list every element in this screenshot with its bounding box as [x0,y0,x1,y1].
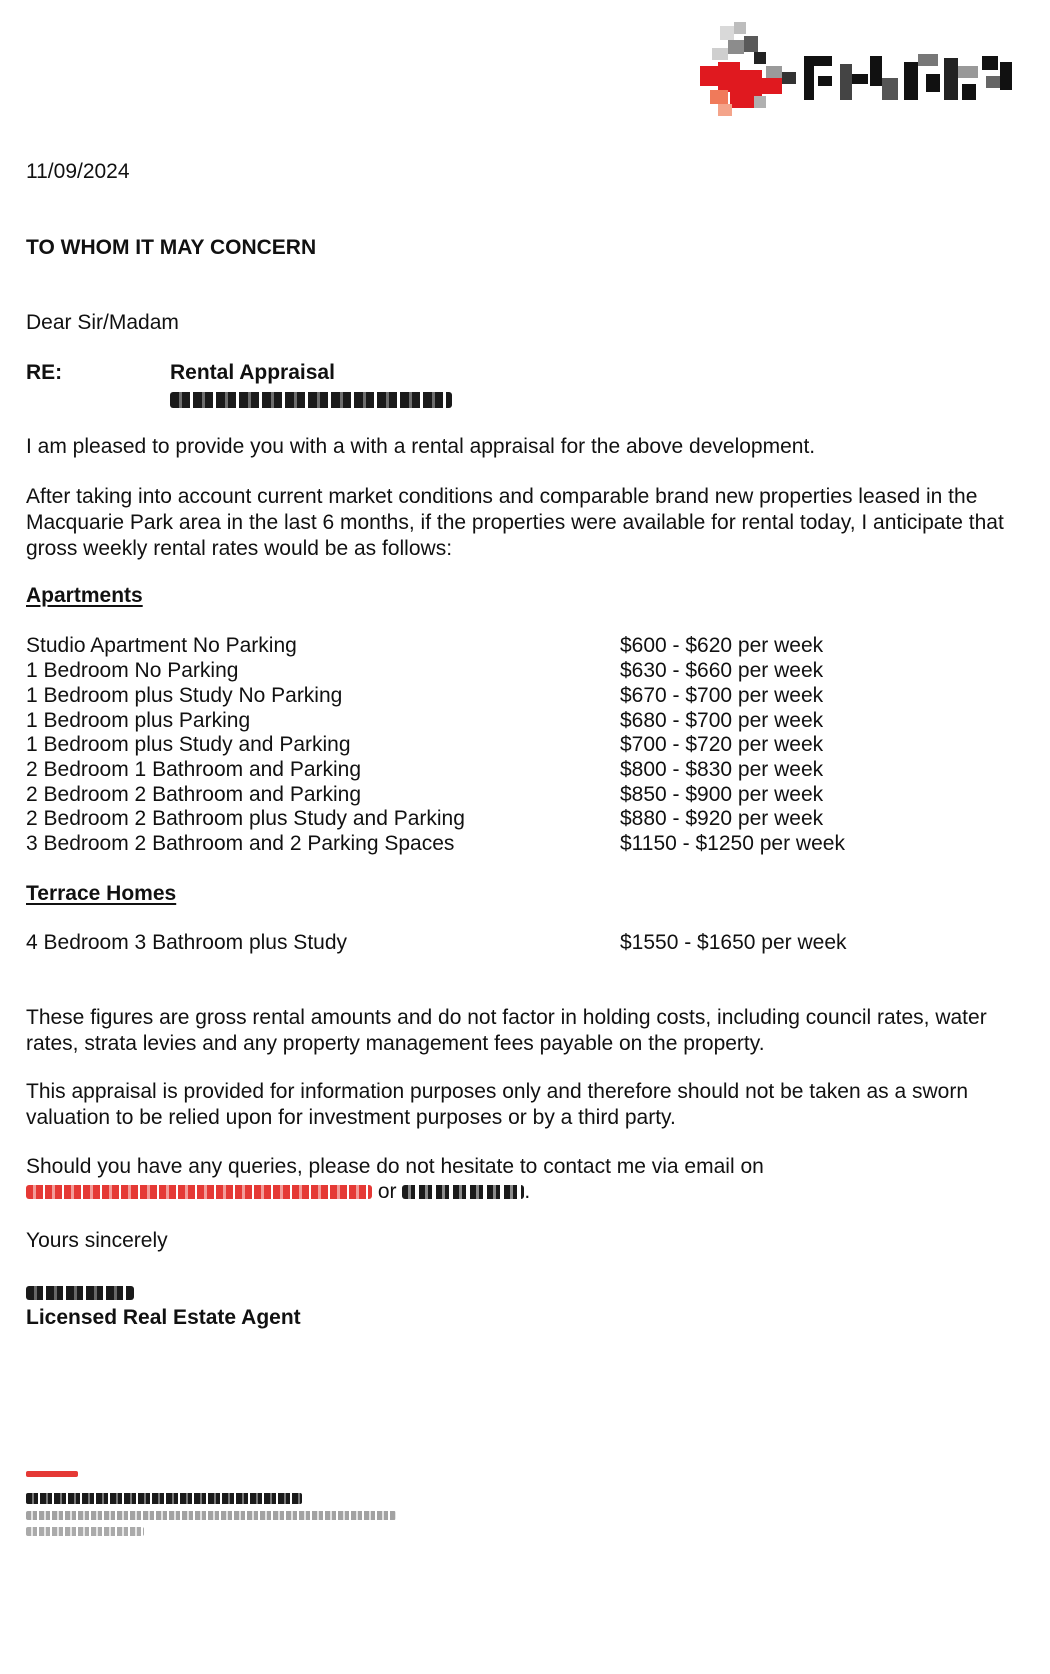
weekly-rate: $630 - $660 per week [620,659,824,682]
terrace-homes-heading: Terrace Homes [26,882,177,905]
redacted-signatory-name [26,1281,134,1299]
redacted-phone [402,1185,524,1199]
re-subject: Rental Appraisal [170,361,335,384]
salutation: Dear Sir/Madam [26,311,179,334]
weekly-rate: $600 - $620 per week [620,634,824,657]
redacted-property-address [170,388,452,408]
redacted-footer-accent [26,1471,78,1477]
redacted-footer-line [26,1493,302,1504]
closing: Yours sincerely [26,1229,168,1252]
weekly-rate: $850 - $900 per week [620,783,824,806]
table-row [26,658,926,684]
table-row [26,757,926,783]
weekly-rate: $700 - $720 per week [620,733,824,756]
unit-type: Studio Apartment No Parking [26,634,297,657]
redacted-footer-line [26,1527,144,1536]
signatory-title: Licensed Real Estate Agent [26,1306,301,1329]
table-row [26,806,926,832]
unit-type: 2 Bedroom 1 Bathroom and Parking [26,758,362,781]
table-row [26,782,926,808]
company-logo [700,18,1020,138]
contact-details-line [26,1179,530,1205]
weekly-rate: $1550 - $1650 per week [620,931,847,954]
intro-paragraph: I am pleased to provide you with a with a rental appraisal for the above development. [26,435,816,458]
contact-end: . [524,1180,531,1203]
table-row [26,732,926,758]
letter-heading: TO WHOM IT MAY CONCERN [26,236,317,259]
unit-type: 4 Bedroom 3 Bathroom plus Study [26,931,348,954]
weekly-rate: $880 - $920 per week [620,807,824,830]
weekly-rate: $670 - $700 per week [620,684,824,707]
weekly-rate: $800 - $830 per week [620,758,824,781]
logo-wordmark [804,54,1012,100]
unit-type: 1 Bedroom No Parking [26,659,239,682]
unit-type: 1 Bedroom plus Parking [26,709,251,732]
unit-type: 3 Bedroom 2 Bathroom and 2 Parking Spaces [26,832,455,855]
disclaimer-paragraph: This appraisal is provided for information purposes only and therefore should not be taken as a sworn valuation to be relied upon for investment purposes or by a third party. [26,1080,969,1129]
gross-figures-paragraph: These figures are gross rental amounts and do not factor in holding costs, including council rates, water rates, strata levies and any property management fees payable on the property. [26,1006,987,1055]
market-paragraph: After taking into account current market conditions and comparable brand new properties leased in the Macquarie Park area in the last 6 months, if the properties were available for rental today, I anticipate that gross weekly rental rates would be as follows: [26,485,1004,560]
table-row [26,831,926,857]
redacted-footer-line [26,1511,396,1520]
redacted-email [26,1185,372,1199]
table-row [26,930,926,956]
table-row [26,683,926,709]
apartments-heading: Apartments [26,584,143,607]
table-row [26,633,926,659]
table-row [26,708,926,734]
logo-mark [700,22,796,116]
weekly-rate: $680 - $700 per week [620,709,824,732]
contact-or: or [377,1180,397,1203]
contact-paragraph: Should you have any queries, please do not hesitate to contact me via email on [26,1155,764,1178]
unit-type: 1 Bedroom plus Study No Parking [26,684,343,707]
re-label: RE: [26,361,63,384]
weekly-rate: $1150 - $1250 per week [620,832,845,855]
unit-type: 2 Bedroom 2 Bathroom and Parking [26,783,362,806]
unit-type: 1 Bedroom plus Study and Parking [26,733,351,756]
unit-type: 2 Bedroom 2 Bathroom plus Study and Parking [26,807,465,830]
letter-date: 11/09/2024 [26,160,130,183]
